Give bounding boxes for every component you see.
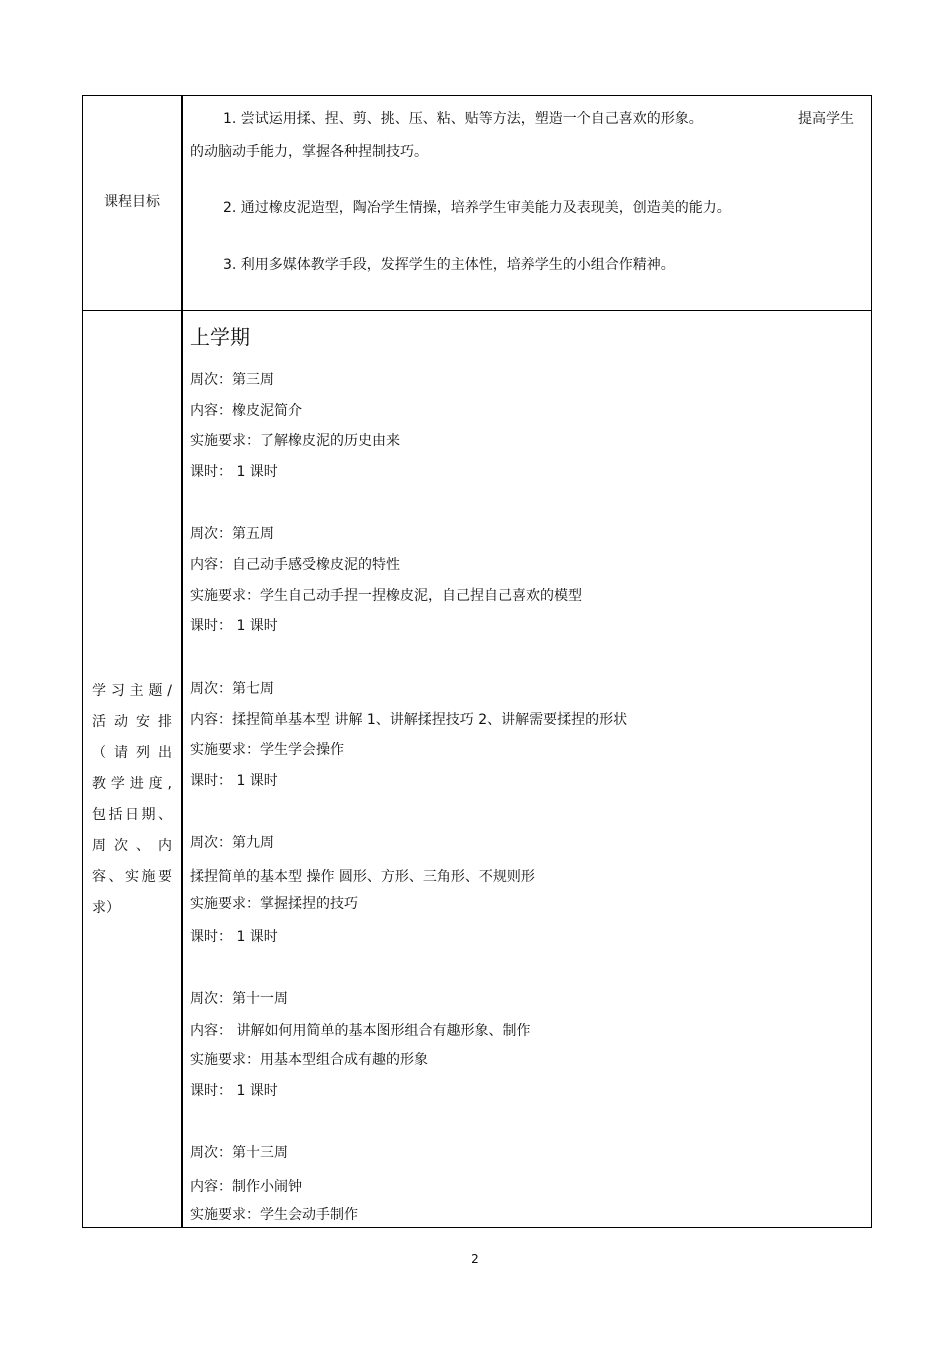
goal-1-text: 1. 尝试运用揉、捏、剪、挑、压、粘、贴等方法，塑造一个自己喜欢的形象。 xyxy=(223,111,703,127)
label-line: 活动安排 xyxy=(92,714,172,730)
label-line: 教学进度, xyxy=(92,776,172,792)
schedule-line: 课时： 1 课时 xyxy=(190,929,278,945)
syllabus-table xyxy=(82,95,872,1228)
schedule-line: 周次：第七周 xyxy=(190,681,274,697)
schedule-line: 周次：第三周 xyxy=(190,372,274,388)
course-goals-label: 课程目标 xyxy=(104,194,160,210)
schedule-line: 实施要求：学生自己动手捏一捏橡皮泥，自己捏自己喜欢的模型 xyxy=(190,588,582,604)
label-line: 学习主题/ xyxy=(92,683,172,699)
schedule-line: 实施要求：用基本型组合成有趣的形象 xyxy=(190,1052,428,1068)
schedule-line: 周次：第十一周 xyxy=(190,991,288,1007)
schedule-line: 周次：第五周 xyxy=(190,526,274,542)
label-line: 包括日期、 xyxy=(92,807,172,823)
column-divider xyxy=(181,96,183,1227)
label-line: 周次、内 xyxy=(92,838,172,854)
label-line: 求） xyxy=(92,900,120,916)
label-line: （请列出 xyxy=(92,745,172,761)
schedule-line: 内容： 讲解如何用简单的基本图形组合有趣形象、制作 xyxy=(190,1023,531,1039)
row-divider xyxy=(83,310,871,311)
goal-2-text: 2. 通过橡皮泥造型，陶冶学生情操，培养学生审美能力及表现美，创造美的能力。 xyxy=(223,200,731,216)
schedule-line: 课时： 1 课时 xyxy=(190,773,278,789)
schedule-line: 内容：自己动手感受橡皮泥的特性 xyxy=(190,557,400,573)
schedule-line: 课时： 1 课时 xyxy=(190,1083,278,1099)
goal-1-text-right: 提高学生 xyxy=(798,111,854,127)
schedule-line: 课时： 1 课时 xyxy=(190,464,278,480)
schedule-line: 内容：揉捏简单基本型 讲解 1、讲解揉捏技巧 2、讲解需要揉捏的形状 xyxy=(190,712,628,728)
schedule-line: 周次：第九周 xyxy=(190,835,274,851)
schedule-line: 内容：制作小闹钟 xyxy=(190,1179,302,1195)
schedule-line: 实施要求：学生学会操作 xyxy=(190,742,344,758)
semester-heading: 上学期 xyxy=(190,325,250,349)
schedule-line: 实施要求：掌握揉捏的技巧 xyxy=(190,896,358,912)
goal-3-text: 3. 利用多媒体教学手段，发挥学生的主体性，培养学生的小组合作精神。 xyxy=(223,257,675,273)
schedule-line: 揉捏简单的基本型 操作 圆形、方形、三角形、不规则形 xyxy=(190,869,535,885)
page-number: 2 xyxy=(471,1252,479,1266)
schedule-line: 课时： 1 课时 xyxy=(190,618,278,634)
schedule-line: 周次：第十三周 xyxy=(190,1145,288,1161)
goal-1-continuation: 的动脑动手能力，掌握各种捏制技巧。 xyxy=(190,144,428,160)
schedule-line: 实施要求：学生会动手制作 xyxy=(190,1207,358,1223)
label-line: 容、实施要 xyxy=(92,869,172,885)
learning-topics-label xyxy=(92,676,172,924)
schedule-line: 内容：橡皮泥简介 xyxy=(190,403,302,419)
schedule-line: 实施要求：了解橡皮泥的历史由来 xyxy=(190,433,400,449)
